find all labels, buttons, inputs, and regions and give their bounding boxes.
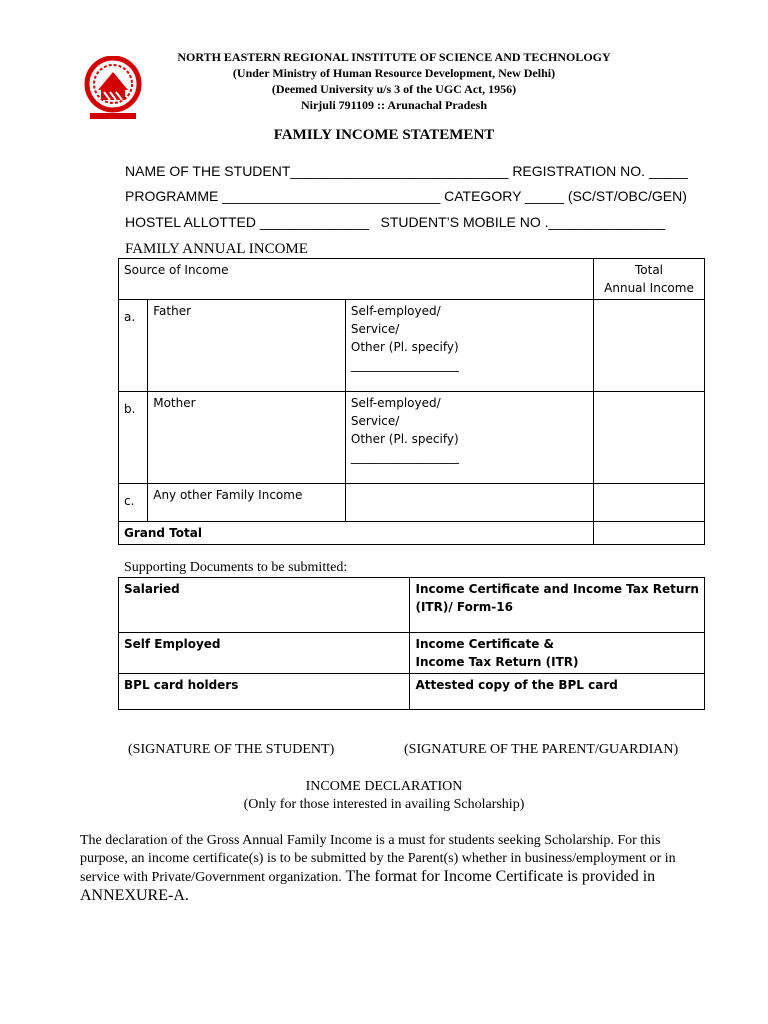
- table-row: [119, 484, 705, 522]
- document-cell: [410, 633, 705, 674]
- category-cell: BPL card holders: [119, 674, 410, 710]
- ministry-line: (Under Ministry of Human Resource Development, New Delhi): [232, 66, 556, 80]
- total-header: [594, 259, 705, 300]
- document-line: Income Certificate &: [415, 637, 555, 651]
- type-option: Other (Pl. specify): [350, 432, 459, 446]
- page-title: FAMILY INCOME STATEMENT: [273, 127, 495, 143]
- specify-blank[interactable]: __________________: [350, 450, 459, 464]
- employment-type-cell[interactable]: [345, 300, 593, 392]
- table-row: [119, 300, 705, 392]
- category-cell: Self Employed: [119, 633, 410, 674]
- total-header-line-1: Total: [634, 263, 664, 277]
- student-signature-label: (SIGNATURE OF THE STUDENT): [128, 742, 335, 757]
- father-total-cell[interactable]: [594, 300, 705, 392]
- table-row: [119, 522, 705, 545]
- table-row: [119, 259, 705, 300]
- row-index: a.: [119, 300, 148, 392]
- document-line: Income Tax Return (ITR): [415, 655, 579, 669]
- type-option: Service/: [350, 414, 400, 428]
- hostel-mobile-field[interactable]: HOSTEL ALLOTTED ______________ STUDENT’S MOBILE NO ._______________: [125, 214, 666, 230]
- type-option: Self-employed/: [350, 304, 441, 318]
- table-row: [119, 392, 705, 484]
- table-row: [119, 578, 705, 633]
- supporting-docs-heading: Supporting Documents to be submitted:: [124, 560, 348, 575]
- declaration-paragraph: [80, 832, 696, 906]
- parent-signature-label: (SIGNATURE OF THE PARENT/GUARDIAN): [404, 742, 679, 757]
- address-line: Nirjuli 791109 :: Arunachal Pradesh: [300, 98, 487, 112]
- type-option: Self-employed/: [350, 396, 441, 410]
- table-row: [119, 674, 705, 710]
- category-cell: Salaried: [119, 578, 410, 633]
- programme-category-field[interactable]: PROGRAMME ____________________________ CATEGORY _____ (SC/ST/OBC/GEN): [125, 188, 687, 204]
- declaration-title: INCOME DECLARATION: [305, 779, 463, 794]
- other-type-cell[interactable]: [345, 484, 593, 522]
- employment-type-cell[interactable]: [345, 392, 593, 484]
- declaration-text: The declaration of the Gross Annual Family Income is a must for students seeking Scholarship. For this purpose, an income certificate(s) is to be submitted by the Parent(s) whether in business/employment or in service with Private/Government organization.: [80, 833, 676, 885]
- total-header-line-2: Annual Income: [604, 281, 694, 295]
- row-index: c.: [119, 484, 148, 522]
- type-option: Other (Pl. specify): [350, 340, 459, 354]
- family-income-heading: FAMILY ANNUAL INCOME: [125, 241, 308, 257]
- type-option: Service/: [350, 322, 400, 336]
- row-label-other: Any other Family Income: [148, 484, 346, 522]
- annexure-note: The format for Income Certificate is provided in ANNEXURE-A.: [80, 868, 656, 904]
- document-cell: [410, 578, 705, 633]
- university-status-line: (Deemed University u/s 3 of the UGC Act, 1956): [271, 82, 517, 96]
- grand-total-cell[interactable]: [594, 522, 705, 545]
- source-header: Source of Income: [119, 259, 594, 300]
- supporting-docs-table: [118, 577, 705, 710]
- row-index: b.: [119, 392, 148, 484]
- document-line: Income Certificate and Income Tax Return: [415, 582, 699, 596]
- table-row: [119, 633, 705, 674]
- document-cell: Attested copy of the BPL card: [410, 674, 705, 710]
- specify-blank[interactable]: __________________: [350, 358, 459, 372]
- row-label-father: Father: [148, 300, 346, 392]
- declaration-subtitle: (Only for those interested in availing Scholarship): [243, 797, 525, 812]
- income-table: [118, 258, 705, 545]
- row-label-mother: Mother: [148, 392, 346, 484]
- other-total-cell[interactable]: [594, 484, 705, 522]
- document-line: (ITR)/ Form-16: [415, 600, 513, 614]
- grand-total-label: Grand Total: [119, 522, 594, 545]
- student-name-registration-field[interactable]: NAME OF THE STUDENT____________________________ REGISTRATION NO. _____: [125, 163, 688, 179]
- institute-name: NORTH EASTERN REGIONAL INSTITUTE OF SCIENCE AND TECHNOLOGY: [177, 50, 611, 64]
- mother-total-cell[interactable]: [594, 392, 705, 484]
